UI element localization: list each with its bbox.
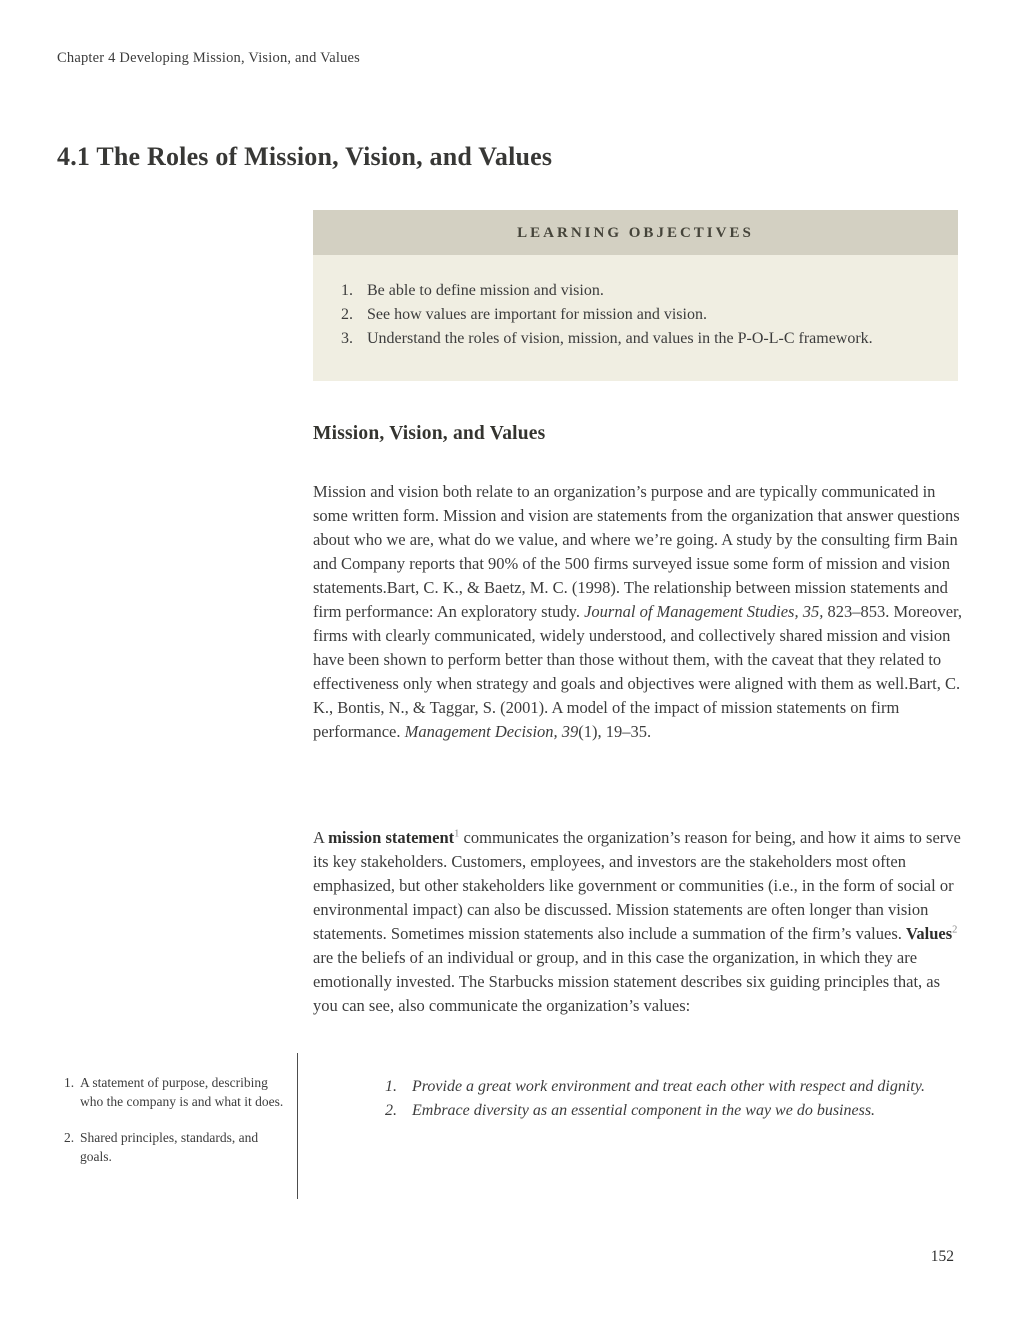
citation-journal-title: Journal of Management Studies, 35, xyxy=(584,602,824,621)
key-term-values: Values xyxy=(906,924,953,943)
citation-journal-title: Management Decision, 39 xyxy=(404,722,579,741)
footnote-number: 1. xyxy=(64,1075,75,1090)
running-header: Chapter 4 Developing Mission, Vision, and Values xyxy=(57,50,361,66)
footnote-divider xyxy=(297,1053,298,1199)
footnote-item xyxy=(64,1128,290,1166)
section-heading: Mission, Vision, and Values xyxy=(313,423,546,444)
paragraph-text: 823–853. Moreover, firms with clearly communicated, widely understood, and collectively shared mission and vision have been shown to perform better than those without them, with the caveat that they related to effectiveness only when strategy and goals and objectives were aligned with them as well.Bart, C. K., Bontis, N., & Taggar, S. (2001). A model of the impact of mission statements on firm performance. xyxy=(313,602,962,741)
key-term-mission-statement: mission statement xyxy=(328,828,455,847)
list-item-number: 2. xyxy=(341,306,353,323)
list-item xyxy=(385,1099,951,1123)
list-item-number: 1. xyxy=(341,282,353,299)
list-item-text: See how values are important for mission and vision. xyxy=(367,306,707,323)
footnotes-column xyxy=(64,1073,290,1183)
list-item-text: Understand the roles of vision, mission, and values in the P-O-L-C framework. xyxy=(367,330,873,347)
paragraph-text: communicates the organization’s reason for being, and how it aims to serve its key stakeholders. Customers, employees, and investors are the stakeholders most often emphasized, but other stakeholders like government or communities (i.e., in the form of social or environmental impact) can also be discussed. Mission statements are often longer than vision statements. Sometimes mission statements also include a summation of the firm’s values. xyxy=(313,828,961,943)
footnote-ref-2[interactable]: 2 xyxy=(952,924,958,936)
list-item-number: 3. xyxy=(341,330,353,347)
page-number: 152 xyxy=(930,1248,954,1265)
list-item-text: Be able to define mission and vision. xyxy=(367,282,604,299)
footnote-number: 2. xyxy=(64,1130,75,1145)
paragraph-text: A xyxy=(313,828,329,847)
paragraph-text: (1), 19–35. xyxy=(578,722,652,741)
list-item xyxy=(341,327,928,351)
starbucks-principles-list xyxy=(385,1075,951,1123)
footnote-text: Shared principles, standards, and goals. xyxy=(80,1130,259,1164)
paragraph-mission-vision xyxy=(313,480,963,744)
paragraph-mission-statement xyxy=(313,826,963,1018)
footnote-item xyxy=(64,1073,290,1111)
list-item-text: Embrace diversity as an essential component in the way we do business. xyxy=(412,1102,876,1119)
list-item xyxy=(341,279,928,303)
list-item xyxy=(341,303,928,327)
paragraph-text: are the beliefs of an individual or group, and in this case the organization, in which they are emotionally invested. The Starbucks mission statement describes six guiding principles that, as you can see, also communicate the organization’s values: xyxy=(313,948,941,1015)
learning-objectives-header: LEARNING OBJECTIVES xyxy=(313,210,958,255)
list-item-text: Provide a great work environment and treat each other with respect and dignity. xyxy=(412,1078,925,1095)
list-item xyxy=(385,1075,951,1099)
footnote-ref-1[interactable]: 1 xyxy=(454,828,460,840)
footnote-text: A statement of purpose, describing who the company is and what it does. xyxy=(80,1075,284,1109)
list-item-number: 1. xyxy=(385,1078,397,1095)
list-item-number: 2. xyxy=(385,1102,397,1119)
learning-objectives-body xyxy=(313,255,958,381)
page-title: 4.1 The Roles of Mission, Vision, and Values xyxy=(57,142,553,171)
learning-objectives-box xyxy=(313,210,958,381)
paragraph-text: Mission and vision both relate to an organization’s purpose and are typically communicated in some written form. Mission and vision are statements from the organization that answer questions about who we are, what do we value, and where we’re going. A study by the consulting firm Bain and Company reports that 90% of the 500 firms surveyed issue some form of mission and vision statements.Bart, C. K., & Baetz, M. C. (1998). The relationship between mission statements and firm performance: An exploratory study. xyxy=(313,482,960,621)
